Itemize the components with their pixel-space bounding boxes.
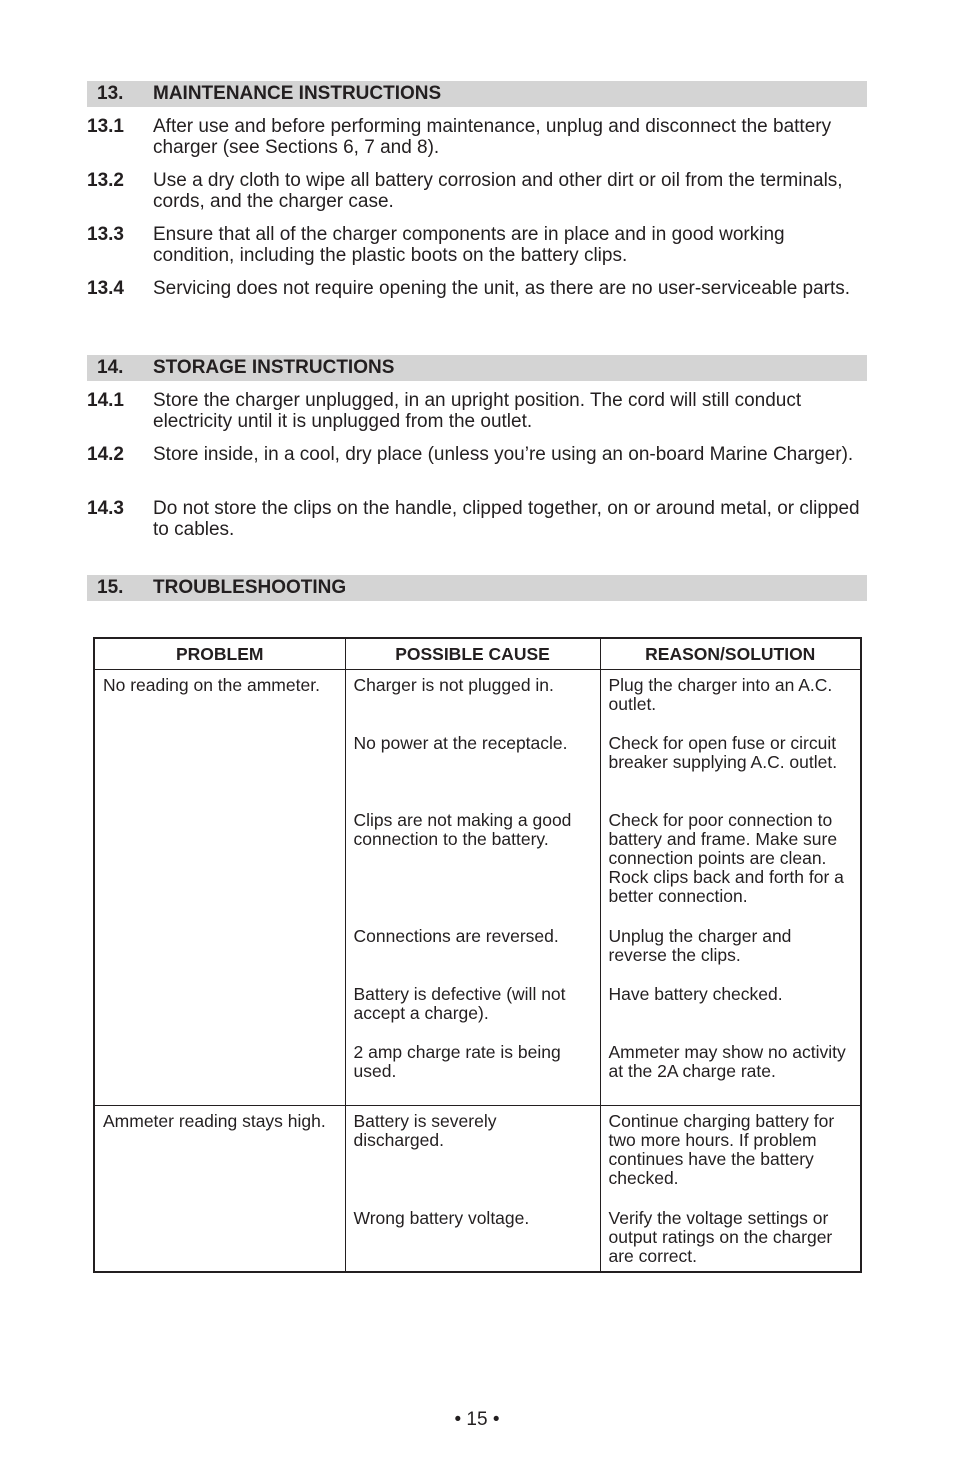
solution-text: Have battery checked.: [608, 984, 783, 1004]
problem-cell: [94, 670, 345, 1106]
section-header-maintenance: [87, 81, 867, 107]
cause-cell: [345, 927, 600, 985]
item-text: Servicing does not require opening the unit, as there are no user-serviceable parts.: [153, 278, 851, 299]
section-number: 14.: [97, 357, 124, 378]
item-number: 14.1: [87, 390, 124, 411]
solution-text: Check for open fuse or circuit breaker supplying A.C. outlet.: [608, 733, 838, 772]
item-text: Do not store the clips on the handle, clipped together, on or around metal, or clipped to cables.: [153, 498, 860, 540]
troubleshooting-table: [93, 637, 862, 1273]
solution-text: Unplug the charger and reverse the clips.: [608, 926, 792, 965]
item-number: 14.3: [87, 498, 124, 519]
page-number: • 15 •: [454, 1409, 500, 1430]
cause-text: Battery is defective (will not accept a charge).: [353, 984, 566, 1023]
item-number: 13.1: [87, 116, 124, 137]
column-header-problem: PROBLEM: [94, 638, 345, 670]
section-header-troubleshooting: [87, 575, 867, 601]
item-text: After use and before performing maintenance, unplug and disconnect the battery charger (see Sections 6, 7 and 8).: [153, 116, 832, 158]
section-title: TROUBLESHOOTING: [153, 577, 347, 598]
solution-text: Plug the charger into an A.C. outlet.: [608, 675, 833, 714]
item-text: Ensure that all of the charger components are in place and in good working condition, including the plastic boots on the battery clips.: [153, 224, 785, 266]
item-number: 13.2: [87, 170, 124, 191]
cause-cell: [345, 670, 600, 735]
table-header-row: [94, 638, 861, 670]
cause-text: Clips are not making a good connection to the battery.: [353, 810, 572, 849]
solution-cell: [600, 985, 861, 1043]
solution-cell: [600, 1106, 861, 1210]
solution-text: Verify the voltage settings or output ratings on the charger are correct.: [608, 1208, 833, 1266]
cause-cell: [345, 811, 600, 927]
problem-cell: [94, 1106, 345, 1273]
item-number: 13.4: [87, 278, 124, 299]
cause-cell: [345, 1043, 600, 1106]
cause-cell: [345, 985, 600, 1043]
problem-text: Ammeter reading stays high.: [103, 1111, 326, 1131]
solution-cell: [600, 811, 861, 927]
problem-text: No reading on the ammeter.: [103, 675, 320, 695]
solution-text: Ammeter may show no activity at the 2A charge rate.: [608, 1042, 846, 1081]
solution-cell: [600, 670, 861, 735]
solution-cell: [600, 1209, 861, 1272]
solution-text: Check for poor connection to battery and frame. Make sure connection points are clean. Rock clips back and forth for a better connection.: [608, 810, 844, 906]
column-header-solution: REASON/SOLUTION: [600, 638, 861, 670]
cause-text: Charger is not plugged in.: [353, 675, 554, 695]
cause-text: Connections are reversed.: [353, 926, 559, 946]
cause-text: 2 amp charge rate is being used.: [353, 1042, 561, 1081]
cause-text: Battery is severely discharged.: [353, 1111, 497, 1150]
item-number: 13.3: [87, 224, 124, 245]
cause-text: Wrong battery voltage.: [353, 1208, 530, 1228]
column-header-cause: POSSIBLE CAUSE: [345, 638, 600, 670]
section-title: STORAGE INSTRUCTIONS: [153, 357, 395, 378]
section-title: MAINTENANCE INSTRUCTIONS: [153, 83, 442, 104]
item-text: Store inside, in a cool, dry place (unless you’re using an on-board Marine Charger).: [153, 444, 854, 465]
solution-cell: [600, 1043, 861, 1106]
cause-text: No power at the receptacle.: [353, 733, 568, 753]
cause-cell: [345, 734, 600, 811]
item-number: 14.2: [87, 444, 124, 465]
cause-cell: [345, 1209, 600, 1272]
table-row: [94, 1106, 861, 1210]
solution-cell: [600, 927, 861, 985]
solution-text: Continue charging battery for two more hours. If problem continues have the battery checked.: [608, 1111, 835, 1188]
section-header-storage: [87, 355, 867, 381]
item-text: Use a dry cloth to wipe all battery corrosion and other dirt or oil from the terminals, cords, and the charger case.: [153, 170, 843, 212]
solution-cell: [600, 734, 861, 811]
section-number: 13.: [97, 83, 124, 104]
section-number: 15.: [97, 577, 124, 598]
item-text: Store the charger unplugged, in an upright position. The cord will still conduct electricity until it is unplugged from the outlet.: [153, 390, 802, 432]
cause-cell: [345, 1106, 600, 1210]
table-row: [94, 670, 861, 735]
